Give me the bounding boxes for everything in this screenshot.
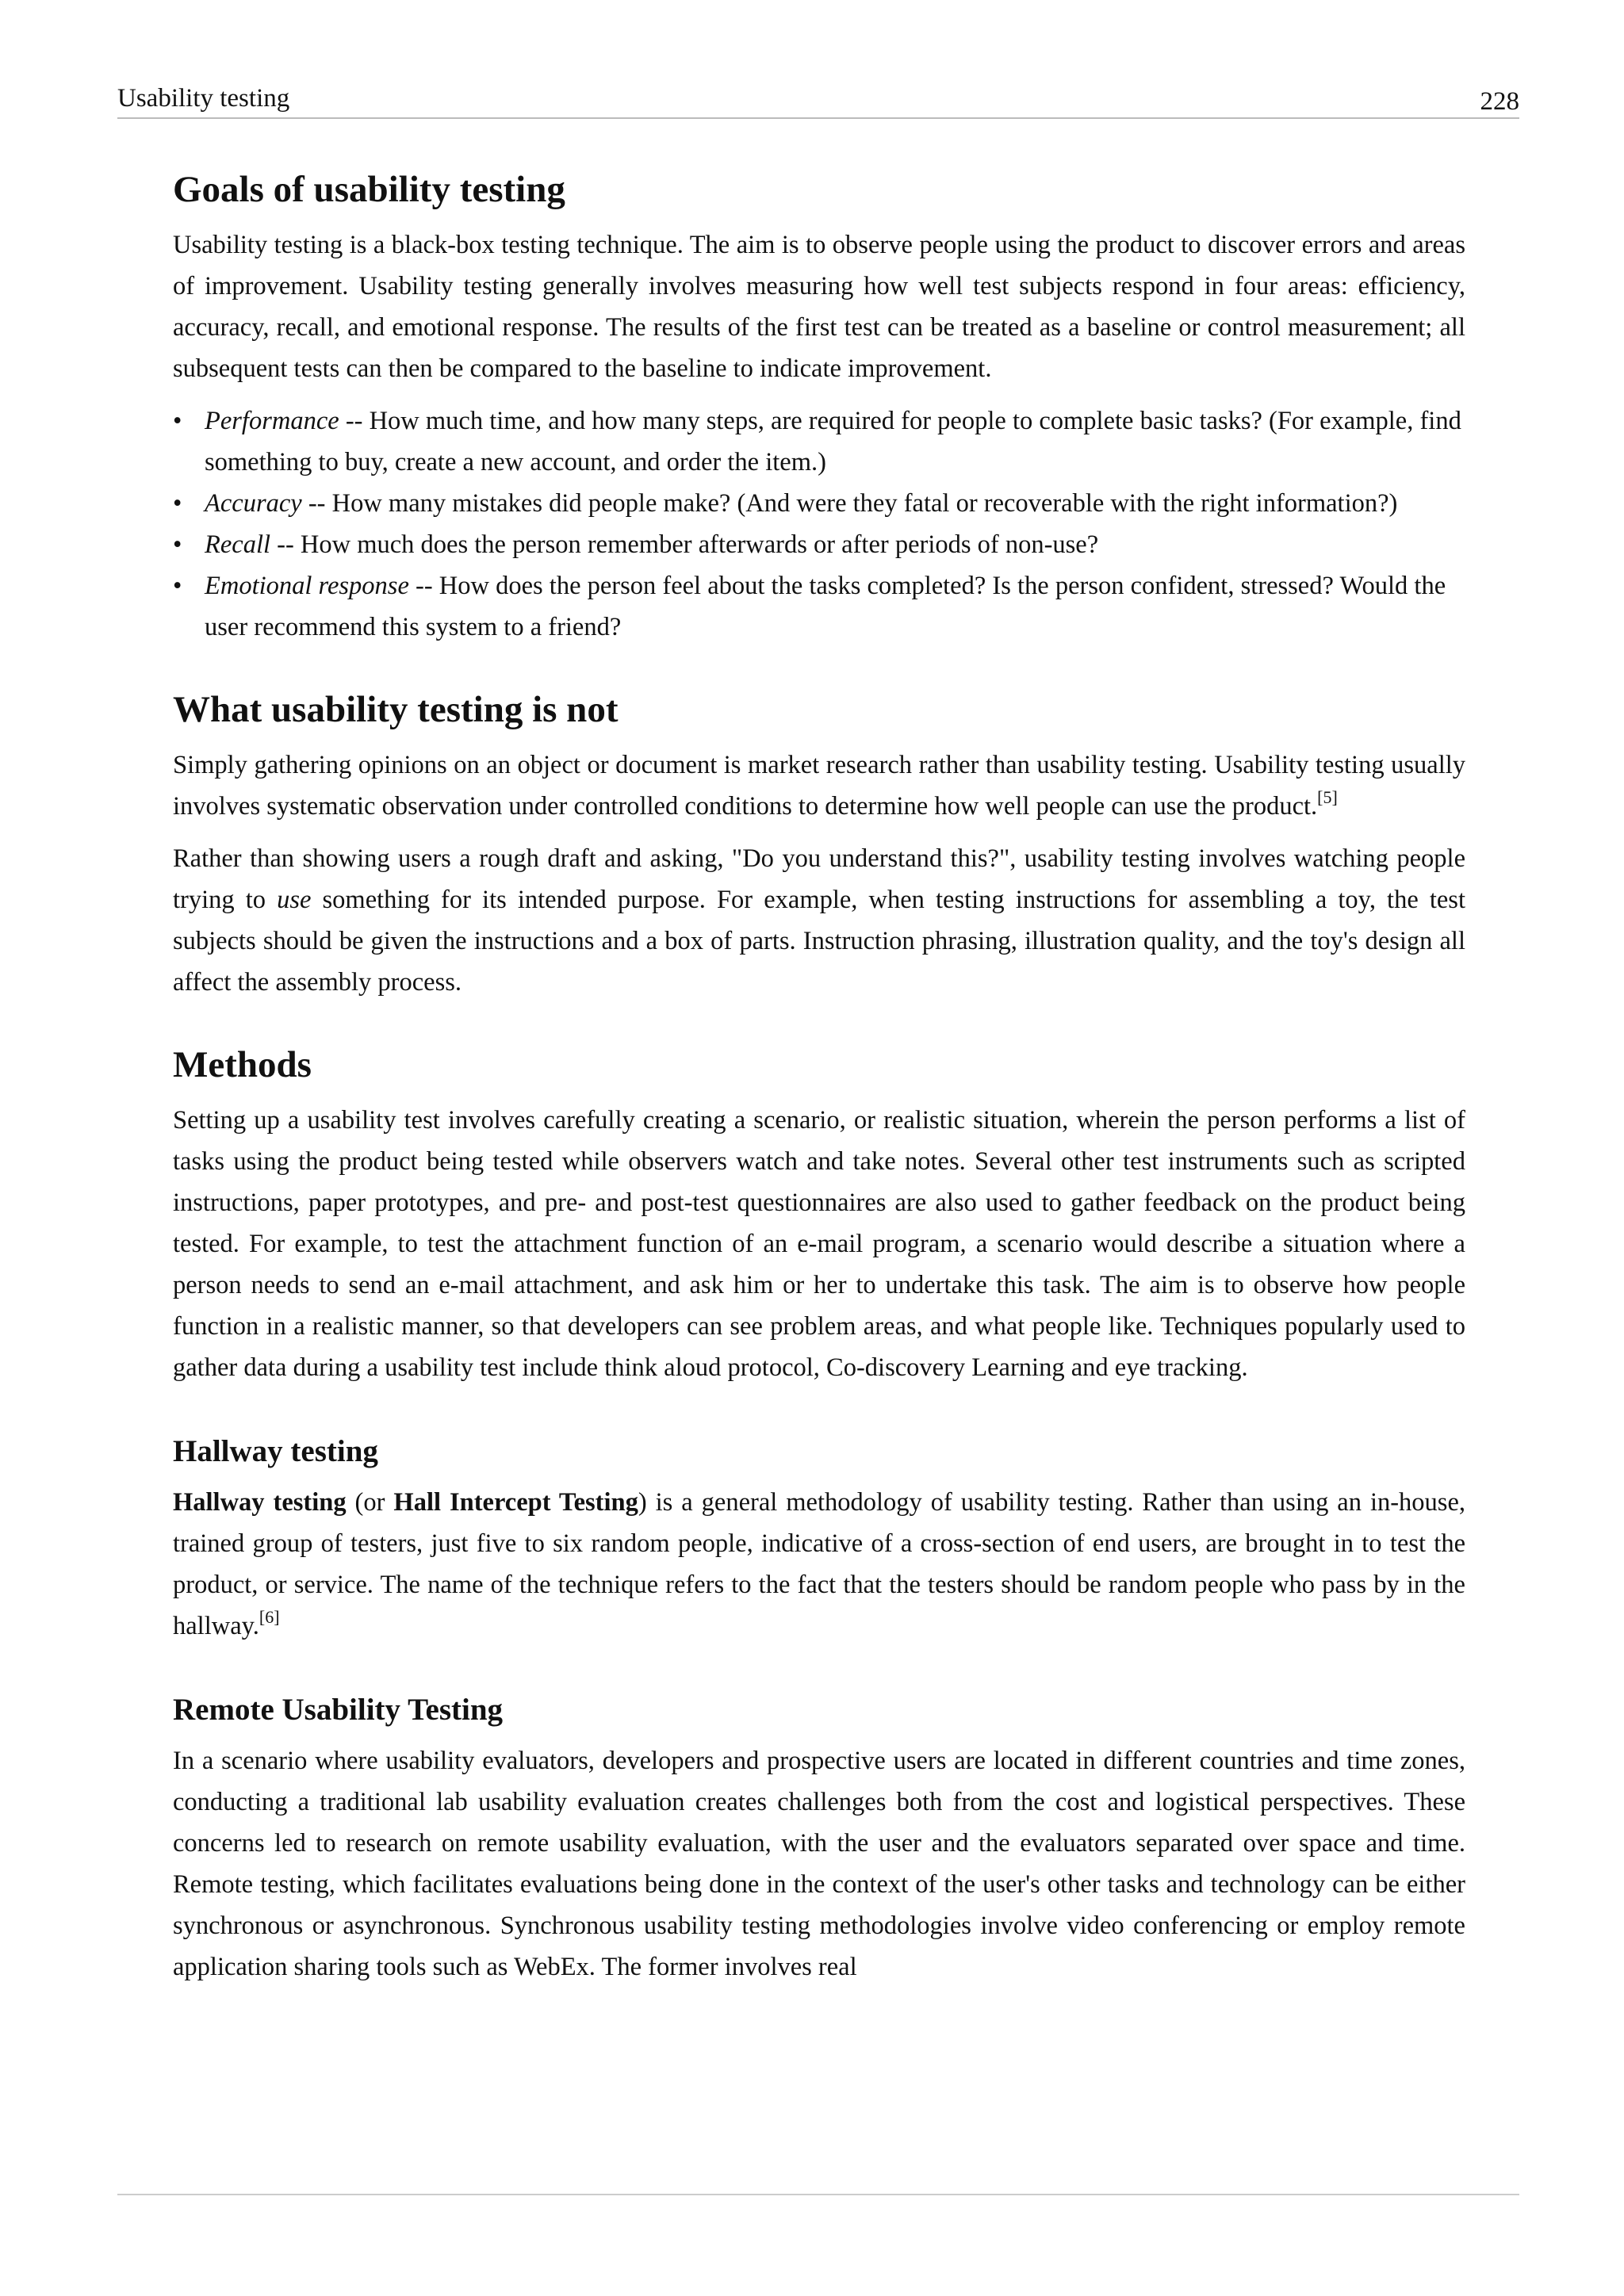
bullet-text: -- How many mistakes did people make? (And were they fatal or recoverable with the right information?) <box>301 489 1398 518</box>
remote-paragraph: In a scenario where usability evaluators, developers and prospective users are located in different countries and time zones, conducting a traditional lab usability evaluation creates challenges both from the cost and logistical perspectives. These concerns led to research on remote usability evaluation, with the user and the evaluators separated over space and time. Remote testing, which facilitates evaluations being done in the context of the user's other tasks and technology can be either synchronous or asynchronous. Synchronous usability testing methodologies involve video conferencing or employ remote application sharing tools such as WebEx. The former involves real <box>173 1747 1465 1981</box>
subsection-heading-remote: Remote Usability Testing <box>173 1693 504 1727</box>
hallway-text-2: ) is a general methodology of usability testing. Rather than using an in-house, trained group of testers, just five to six random people, indicative of a cross-section of end users, are brought in to test the product, or service. The name of the technique refers to the fact that the testers should be random people who pass by in the hallway. <box>173 1488 1465 1640</box>
not-paragraph-1-text: Simply gathering opinions on an object or document is market research rather than usability testing. Usability testing usually involves systematic observation under controlled conditions to determine how well people can use the product. <box>173 751 1465 821</box>
footer-rule <box>117 2194 1519 2195</box>
bullet-term: Recall <box>205 530 271 559</box>
section-heading-not: What usability testing is not <box>173 689 619 730</box>
section-heading-goals: Goals of usability testing <box>173 169 565 210</box>
not-paragraph-2-text-b: something for its intended purpose. For example, when testing instructions for assembling a toy, the test subjects should be given the instructions and a box of parts. Instruction phrasing, illustration quality, and the toy's design all affect the assembly process. <box>173 886 1465 997</box>
goals-bullet-list <box>173 400 1465 648</box>
not-paragraph-1 <box>173 744 1465 827</box>
citation-6[interactable]: [6] <box>259 1607 280 1627</box>
section-goals <box>173 163 1465 648</box>
subsection-hallway <box>173 1428 1465 1647</box>
section-not <box>173 683 1465 1003</box>
list-item <box>173 524 1465 565</box>
bullet-term: Emotional response <box>205 572 409 600</box>
not-paragraph-2-text-a: Rather than showing users a rough draft and asking, "Do you understand this?", usability testing involves watching people trying to <box>173 844 1465 914</box>
hallway-paragraph <box>173 1482 1465 1647</box>
hall-intercept-term: Hall Intercept Testing <box>393 1488 638 1517</box>
section-methods <box>173 1038 1465 1388</box>
page-number: 228 <box>1480 87 1519 116</box>
section-heading-methods: Methods <box>173 1044 312 1085</box>
list-item <box>173 400 1465 483</box>
subsection-remote <box>173 1686 1465 1988</box>
goals-paragraph: Usability testing is a black-box testing technique. The aim is to observe people using the product to discover errors and areas of improvement. Usability testing generally involves measuring how well test subjects respond in four areas: efficiency, accuracy, recall, and emotional response. The results of the first test can be treated as a baseline or control measurement; all subsequent tests can then be compared to the baseline to indicate improvement. <box>173 231 1465 383</box>
subsection-heading-hallway: Hallway testing <box>173 1434 378 1468</box>
bullet-icon: • <box>173 489 182 518</box>
bullet-text: -- How does the person feel about the tasks completed? Is the person confident, stressed? Would the user recommend this system to a friend? <box>205 572 1446 641</box>
running-title: Usability testing <box>117 84 290 113</box>
bullet-term: Performance <box>205 407 339 435</box>
bullet-icon: • <box>173 572 182 600</box>
methods-paragraph: Setting up a usability test involves carefully creating a scenario, or realistic situation, wherein the person performs a list of tasks using the product being tested while observers watch and take notes. Several other test instruments such as scripted instructions, paper prototypes, and pre- and post-test questionnaires are also used to gather feedback on the product being tested. For example, to test the attachment function of an e-mail program, a scenario would describe a situation where a person needs to send an e-mail attachment, and ask him or her to undertake this task. The aim is to observe how people function in a realistic manner, so that developers can see problem areas, and what people like. Techniques popularly used to gather data during a usability test include think aloud protocol, Co-discovery Learning and eye tracking. <box>173 1106 1465 1382</box>
hallway-term: Hallway testing <box>173 1488 347 1517</box>
bullet-icon: • <box>173 407 182 435</box>
bullet-text: -- How much time, and how many steps, are required for people to complete basic tasks? (For example, find something to buy, create a new account, and order the item.) <box>205 407 1461 476</box>
bullet-term: Accuracy <box>205 489 302 518</box>
not-paragraph-2 <box>173 838 1465 1003</box>
list-item <box>173 565 1465 648</box>
bullet-text: -- How much does the person remember afterwards or after periods of non-use? <box>270 530 1099 559</box>
page-header <box>117 79 1519 119</box>
bullet-icon: • <box>173 530 182 559</box>
citation-5[interactable]: [5] <box>1317 787 1338 807</box>
not-paragraph-2-emphasis: use <box>277 886 312 914</box>
article-body <box>173 163 1465 1999</box>
list-item <box>173 483 1465 524</box>
hallway-text-1: (or <box>346 1488 394 1517</box>
